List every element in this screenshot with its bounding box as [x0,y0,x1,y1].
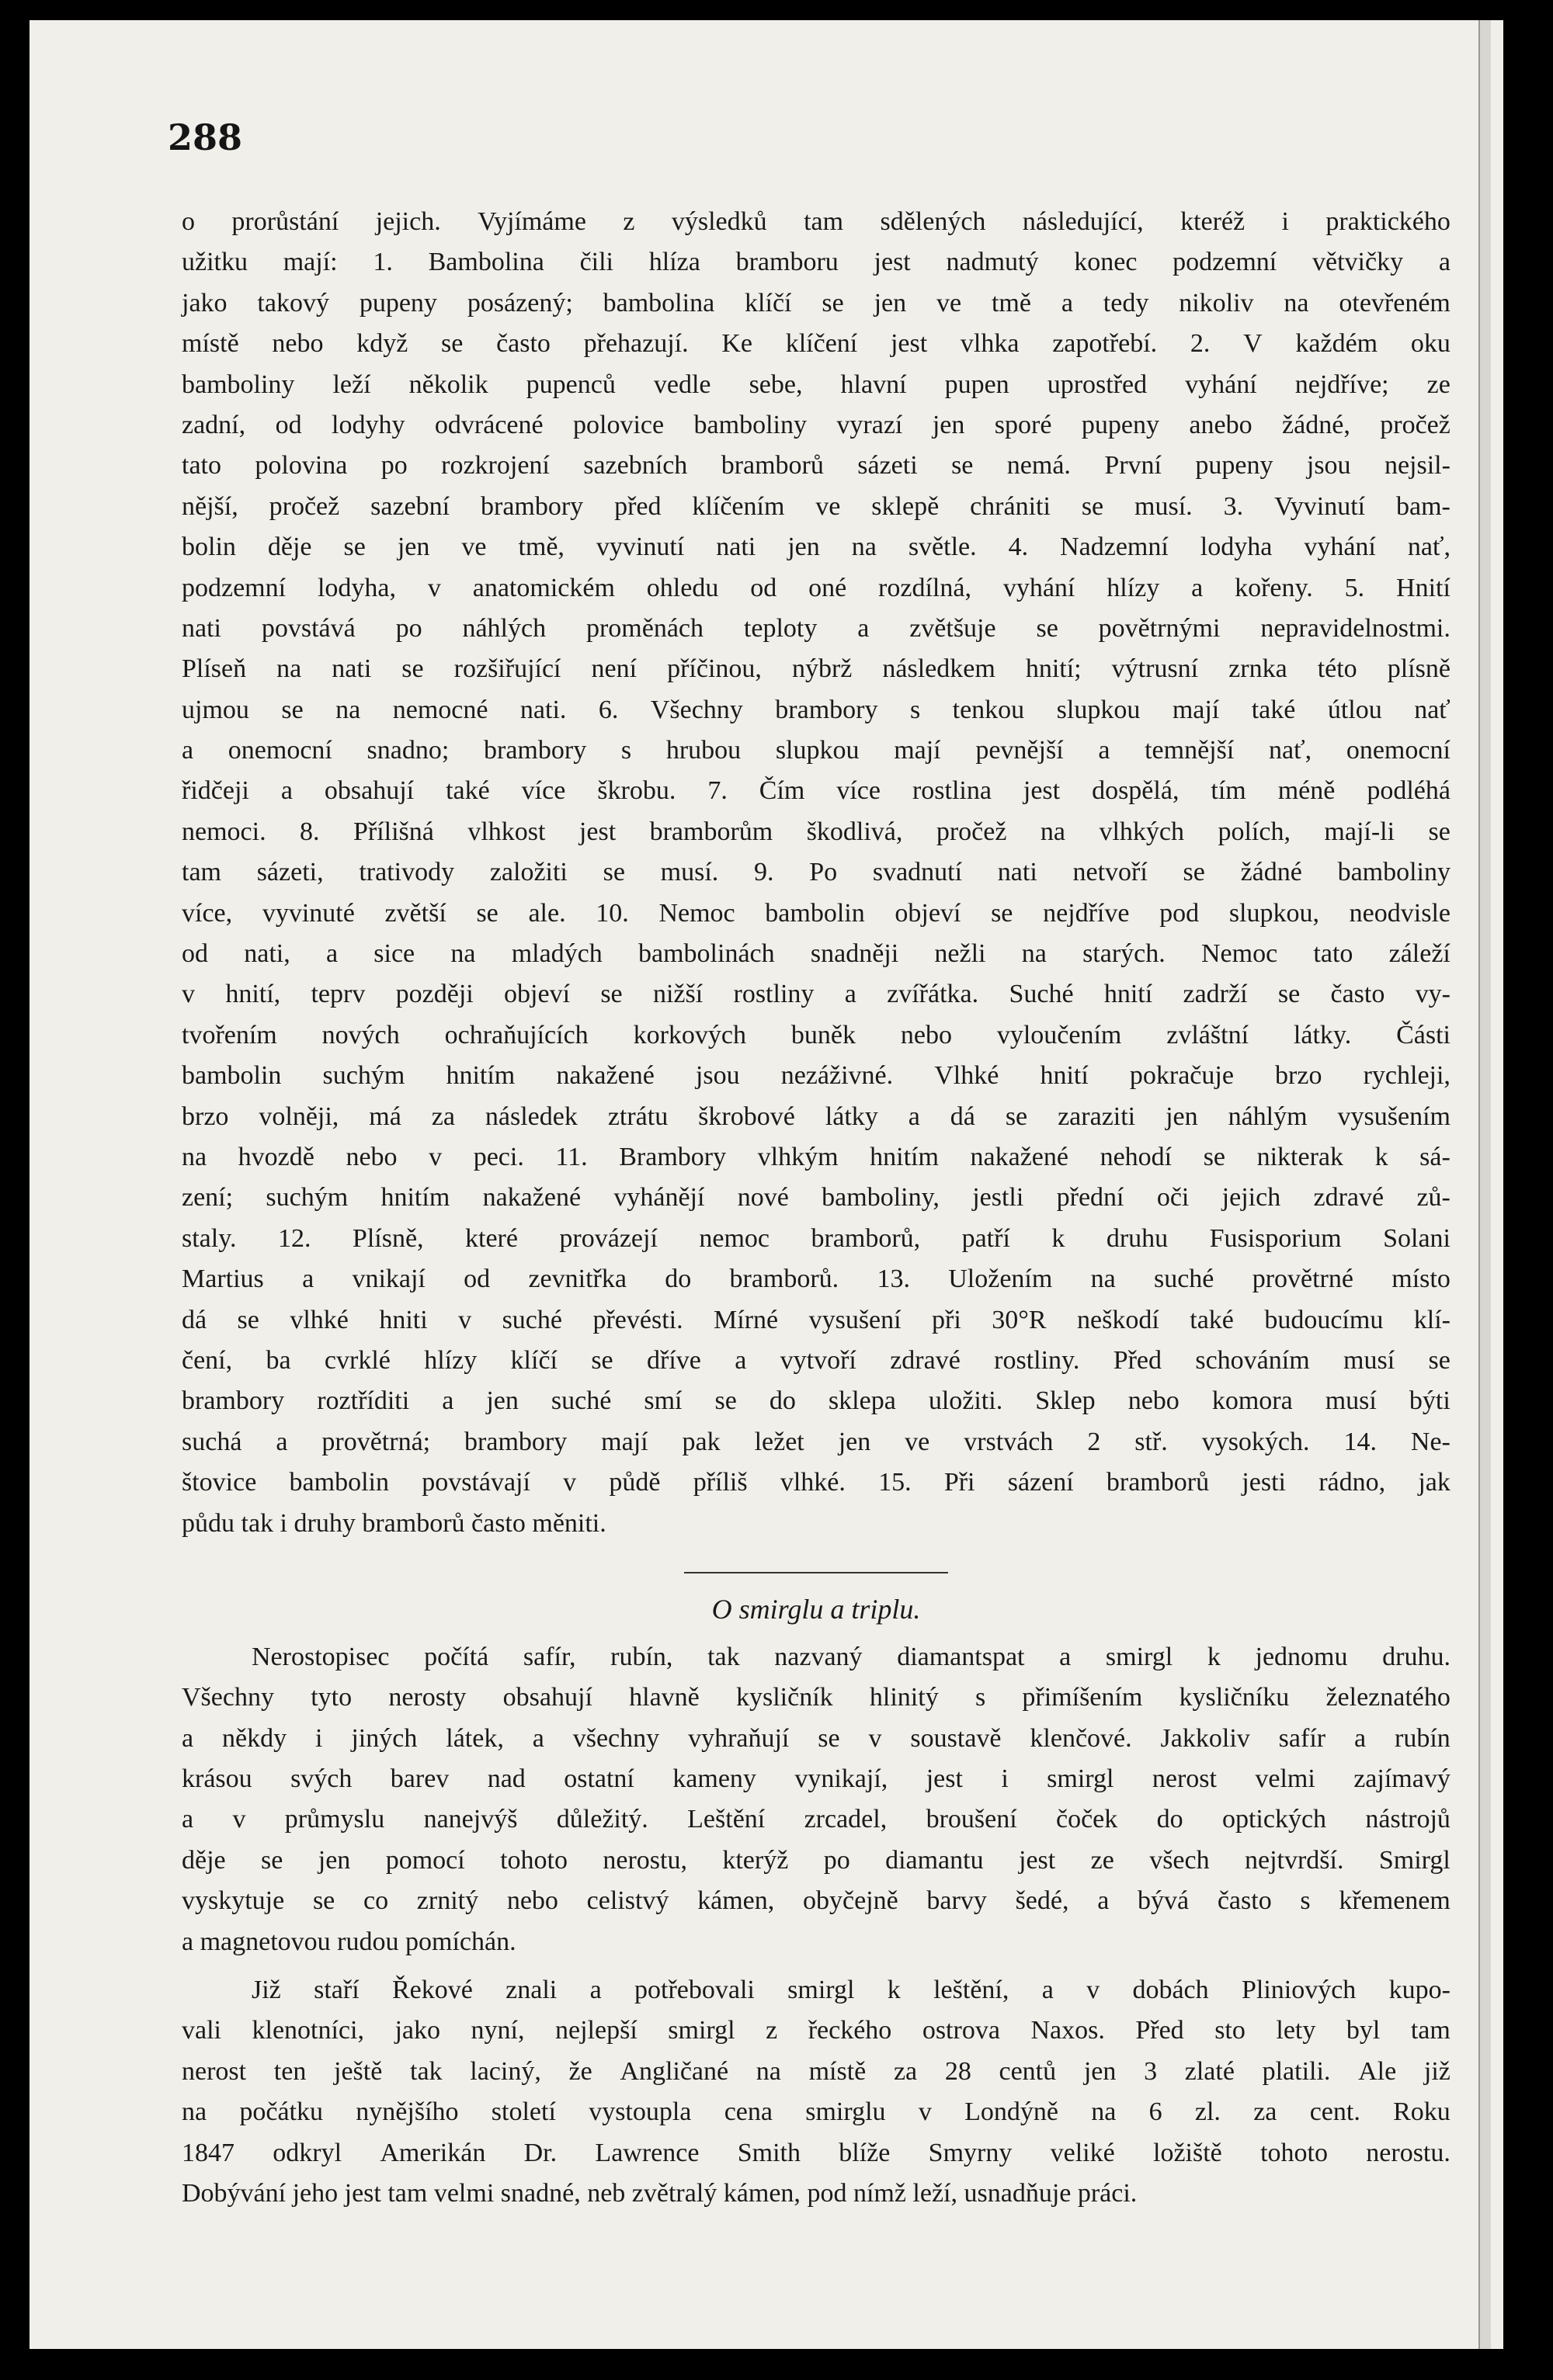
page-number: 288 [168,116,243,158]
paragraph-gap [182,1962,1451,1970]
text-line: vyskytuje se co zrnitý nebo celistvý kámen, obyčejně barvy šedé, a bývá často s křemenem [182,1886,1451,1916]
text-line: krásou svých barev nad ostatní kameny vynikají, jest i smirgl nerost velmi zajímavý [182,1764,1451,1794]
scanned-page [30,20,1503,2349]
text-line: místě nebo když se často přehazují. Ke klíčení jest vlhka zapotřebí. 2. V každém oku [182,329,1451,359]
text-line: Všechny tyto nerosty obsahují hlavně kysličník hlinitý s přimíšením kysličníku železnatého [182,1683,1451,1712]
text-line: bolin děje se jen ve tmě, vyvinutí nati jen na světle. 4. Nadzemní lodyha vyhání nať, [182,533,1451,562]
text-line: bambolin suchým hnitím nakažené jsou nezáživné. Vlhké hnití pokračuje brzo rychleji, [182,1061,1451,1091]
text-line: užitku mají: 1. Bambolina čili hlíza bramboru jest nadmutý konec podzemní větvičky a [182,248,1451,277]
text-line: zadní, od lodyhy odvrácené polovice bamboliny vyrazí jen sporé pupeny anebo žádné, pročež [182,410,1451,439]
text-line: půdu tak i druhy bramborů často měniti. [182,1508,606,1538]
text-line: Dobývání jeho jest tam velmi snadné, neb zvětralý kámen, pod nímž leží, usnadňuje práci. [182,2178,1138,2208]
text-line: brzo volněji, má za následek ztrátu škrobové látky a dá se zaraziti jen náhlým vysušením [182,1102,1451,1131]
text-line: od nati, a sice na mladých bambolinách snadněji nežli na starých. Nemoc tato záleží [182,939,1451,969]
text-line: tvořením nových ochraňujících korkových buněk nebo vyloučením zvláštní látky. Části [182,1020,1451,1049]
text-line: a někdy i jiných látek, a všechny vyhraňují se v soustavě klenčové. Jakkoliv safír a rubín [182,1723,1451,1753]
text-line: Plíseň na nati se rozšiřující není příčinou, nýbrž následkem hnití; výtrusní zrnka této plísně [182,654,1451,684]
section-divider [684,1572,948,1583]
text-line: a v průmyslu nanejvýš důležitý. Leštění zrcadel, broušení čoček do optických nástrojů [182,1805,1451,1834]
text-line: o prorůstání jejich. Vyjímáme z výsledků tam sdělených následující, kteréž i praktického [182,207,1451,236]
section-title: O smirglu a triplu. [711,1593,921,1625]
text-line: zení; suchým hnitím nakažené vyhánějí nové bamboliny, jestli přední oči jejich zdravé zů- [182,1183,1451,1213]
text-line: nější, pročež sazební brambory před klíčením ve sklepě chrániti se musí. 3. Vyvinutí bam- [182,491,1451,521]
text-line: řidčeji a obsahují také více škrobu. 7. Čím více rostlina jest dospělá, tím méně podléhá [182,776,1451,806]
text-line: vali klenotníci, jako nyní, nejlepší smirgl z řeckého ostrova Naxos. Před sto lety byl tam [182,2016,1451,2045]
page-edge [1478,20,1491,2349]
text-line: Nerostopisec počítá safír, rubín, tak nazvaný diamantspat a smirgl k jednomu druhu. [252,1642,1451,1671]
text-line: 1847 odkryl Amerikán Dr. Lawrence Smith blíže Smyrny veliké ložiště tohoto nerostu. [182,2138,1451,2167]
text-line: suchá a provětrná; brambory mají pak ležet jen ve vrstvách 2 stř. vysokých. 14. Ne- [182,1427,1451,1456]
text-line: děje se jen pomocí tohoto nerostu, kterýž po diamantu jest ze všech nejtvrdší. Smirgl [182,1845,1451,1875]
text-line: ujmou se na nemocné nati. 6. Všechny brambory s tenkou slupkou mají také útlou nať [182,695,1451,724]
section-gap [182,1544,1451,1566]
paragraph-potatoes [182,202,1451,1544]
text-line: a magnetovou rudou pomíchán. [182,1927,516,1956]
text-line: staly. 12. Plísně, které provázejí nemoc bramborů, patří k druhu Fusisporium Solani [182,1223,1451,1253]
paragraph-emery-history [182,1970,1451,2214]
text-line: podzemní lodyha, v anatomickém ohledu od oné rozdílná, vyhání hlízy a kořeny. 5. Hnití [182,573,1451,602]
text-line: více, vyvinuté zvětší se ale. 10. Nemoc bambolin objeví se nejdříve pod slupkou, neodvisle [182,898,1451,928]
text-line: dá se vlhké hniti v suché převésti. Mírné vysušení při 30°R neškodí také budoucímu klí- [182,1305,1451,1334]
text-line: tam sázeti, trativody založiti se musí. 9. Po svadnutí nati netvoří se žádné bamboliny [182,858,1451,887]
text-line: jako takový pupeny posázený; bambolina klíčí se jen ve tmě a tedy nikoliv na otevřeném [182,288,1451,317]
text-line: čení, ba cvrklé hlízy klíčí se dříve a vytvoří zdravé rostliny. Před schováním musí se [182,1345,1451,1375]
text-line: nemoci. 8. Přílišná vlhkost jest bramborům škodlivá, pročež na vlhkých polích, mají-li se [182,817,1451,846]
text-line: nati povstává po náhlých proměnách teploty a zvětšuje se povětrnými nepravidelnostmi. [182,613,1451,643]
text-line: štovice bambolin povstávají v půdě příliš vlhké. 15. Při sázení bramborů jesti rádno, jak [182,1468,1451,1497]
text-line: tato polovina po rozkrojení sazebních bramborů sázeti se nemá. První pupeny jsou nejsil- [182,451,1451,481]
text-line: nerost ten ještě tak laciný, že Angličané na místě za 28 centů jen 3 zlaté platili. Ale již [182,2056,1451,2086]
text-line: brambory roztříditi a jen suché smí se do sklepa uložiti. Sklep nebo komora musí býti [182,1386,1451,1416]
text-line: a onemocní snadno; brambory s hrubou slupkou mají pevnější a temnější nať, onemocní [182,736,1451,765]
text-line: Již staří Řekové znali a potřebovali smirgl k leštění, a v dobách Pliniových kupo- [252,1976,1451,2005]
paragraph-emery-intro [182,1637,1451,1962]
text-line: na počátku nynějšího století vystoupla cena smirglu v Londýně na 6 zl. za cent. Roku [182,2097,1451,2127]
text-line: Martius a vnikají od zevnitřka do bramborů. 13. Uložením na suché provětrné místo [182,1265,1451,1294]
text-line: bamboliny leží několik pupenců vedle sebe, hlavní pupen uprostřed vyhání nejdříve; ze [182,369,1451,399]
text-line: v hnití, teprv později objeví se nižší rostliny a zvířátka. Suché hnití zadrží se často vy- [182,980,1451,1009]
page-body [182,202,1451,2214]
text-line: na hvozdě nebo v peci. 11. Brambory vlhkým hnitím nakažené nehodí se nikterak k sá- [182,1142,1451,1171]
